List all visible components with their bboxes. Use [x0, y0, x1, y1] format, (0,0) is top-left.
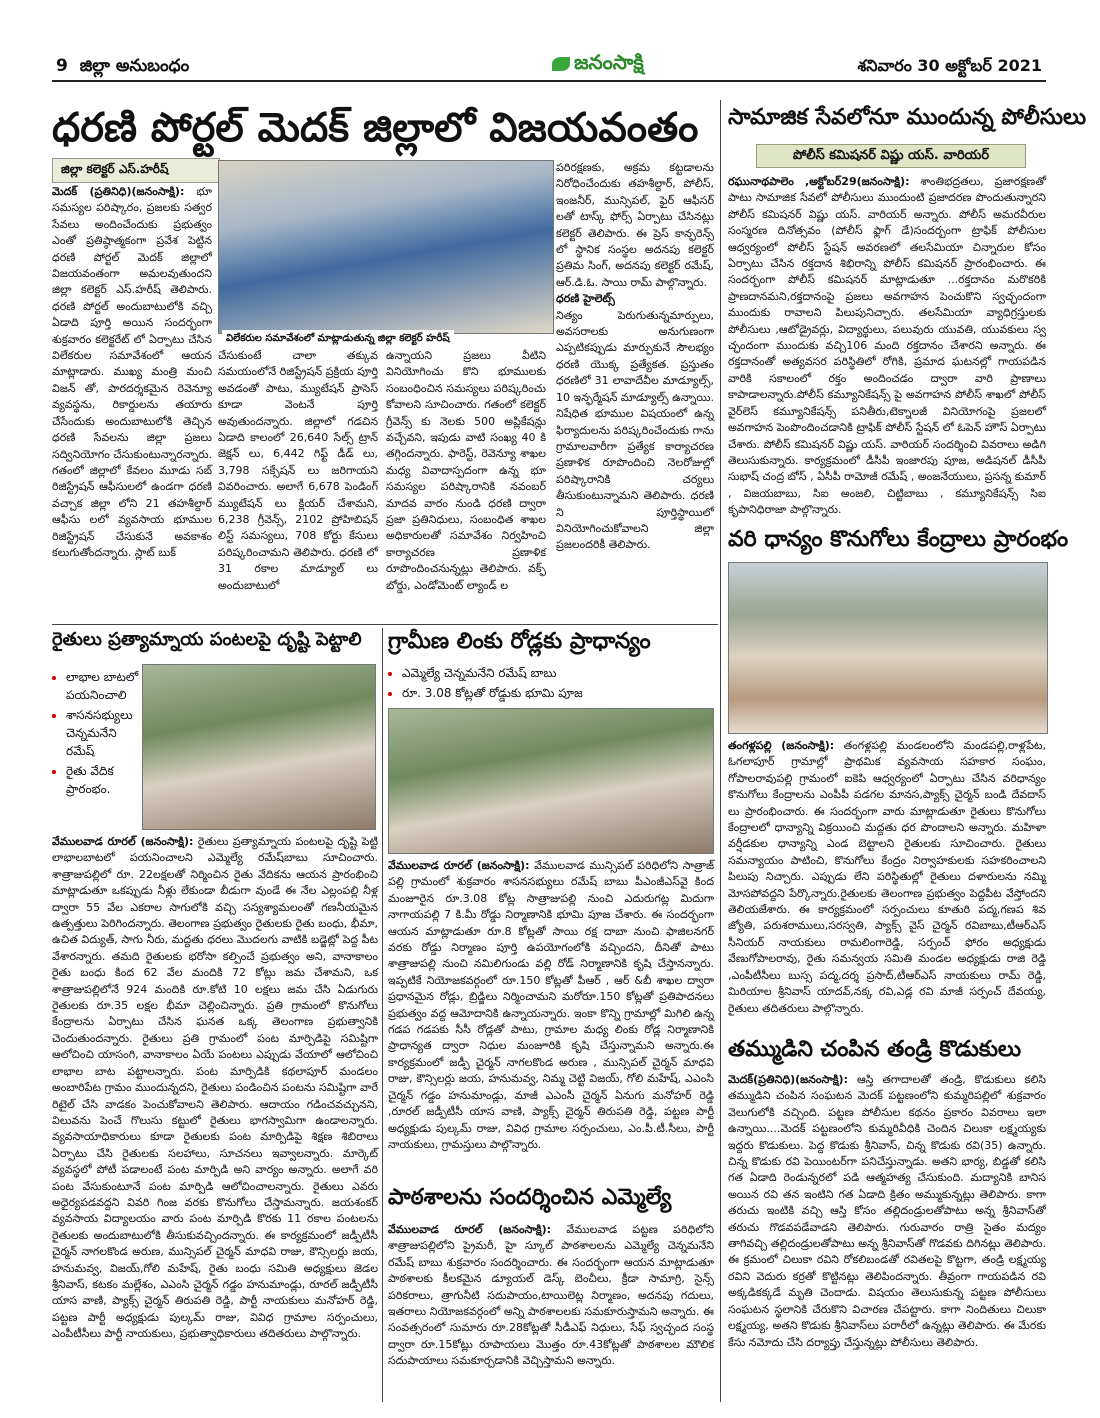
section-name: జిల్లా అనుబంధం	[79, 56, 190, 76]
story7-dateline: వేములవాడ రూరల్ (జనంసాక్షి):	[388, 1223, 552, 1236]
story4-dateline: మెదక్(ప్రతినిధి)(జనంసాక్షి):	[728, 1073, 848, 1086]
story3-dateline: తంగళ్లపల్లి (జనంసాక్షి):	[728, 739, 835, 752]
section-divider	[52, 624, 718, 625]
story1-dateline: మెదక్ (ప్రతినిధి)(జనంసాక్షి):	[52, 185, 185, 198]
story1-photo-caption: విలేకరుల సమావేశంలో మాట్లాడుతున్న జిల్లా కలెక్టర్ హరీష్	[222, 330, 454, 348]
masthead-logo: జనంసాక్షి	[552, 50, 644, 79]
story1-col4: పరిరక్షణకు, అక్రమ కట్టడాలను నిరోధించేందుకు తహశీల్దార్, పోలీస్, ఇంజనీర్, మున్సిపల్, ఫైర్ ఆఫీసర్ లతో టాస్క్ ఫోర్స్ ఏర్పాటు చేసినట్లు కలెక్టర్ తెలిపారు. ఈ ప్రెస్ కాన్ఫరెన్స్ లో స్థానిక సంస్థల అదనపు కలెక్టర్ ప్రతిమ సింగ్, అదనపు కలెక్టర్ రమేష్, ఆర్.డి.ఓ. సాయి రామ్ పాల్గొన్నారు. ధరణి హైలెట్స్ నిత్యం పెరుగుతున్నమార్పులు, అవసరాలకు అనుగుణంగా ఎప్పటికప్పుడు మార్పుకునే సౌలభ్యం ధరణి యొక్క ప్రత్యేకత. ప్రస్తుతం ధరణిలో 31 లావాదేవీల మాడ్యూల్స్, 10 ఇన్ఫర్మేషన్ మాడ్యూల్స్ ఉన్నాయి. నిషేధిత భూముల విషయంలో ఉన్న ఫిర్యాదులను పరిష్కరించేందుకు గాను గ్రామాలవారీగా ప్రత్యేక కార్యాచరణ ప్రణాళిక రూపొందించి నెలరోజుల్లో పరిష్కారానికి చర్యలు తీసుకుంటున్నామని తెలిపారు. ధరణి ని పూర్తిస్థాయిలో వినియోగించుకోవాలని జిల్లా ప్రజలందరికీ తెలిపారు.	[556, 161, 714, 552]
story2-tag: పోలీస్ కమిషనర్ విష్ణు యస్. వారియర్	[756, 144, 1026, 168]
page-number: 9 జిల్లా అనుబంధం	[56, 56, 190, 76]
story7-body: వేములవాడ రూరల్ (జనంసాక్షి): వేములవాడ పట్టణ పరిధిలోని శాత్రాజుపల్లిలోని ప్రైమరీ, హై స్కూల్ పాఠశాలలను ఎమ్మెల్యే చెన్నమనేని రమేష్ బాబు శుక్రవారం సందర్శించారు. ఈ సందర్భంగా ఆయన మాట్లాడుతూ పాఠశాలకు కీలకమైన డ్యూయల్ డెస్క్ బెంచీలు, క్రీడా సామాగ్రి, సైన్స్ పరికరాలు, త్రాగునీటి సదుపాయం,టాయిలెట్ల నిర్మాణం, అదనపు గదులు, ఇతరాలు నియోజకవర్గంలో అన్ని పాఠశాలలకు సమకూరుస్తామని అన్నారు. ఈ సంవత్సరంలో సుమారు రూ.28కోట్లతో సీడీఎఫ్ నిధులు, సేఫ్ స్వచ్ఛంద సంస్థ ద్వారా రూ.15కోట్లు రూపాయలు మొత్తం రూ.43కోట్లతో పాఠశాలల మౌలిక సదుపాయాలు సమకూర్చడానికి వెచ్చిస్తామని అన్నారు.	[388, 1223, 715, 1368]
story5-bullets	[52, 668, 142, 828]
story4-headline: తమ్ముడిని చంపిన తండ్రి కొడుకులు	[728, 1037, 1022, 1062]
collector-press-photo	[218, 160, 554, 334]
leaf-icon	[552, 57, 570, 71]
story3-body: తంగళ్లపల్లి (జనంసాక్షి): తంగళ్లపల్లి మండలంలోని మండపల్లి,రాళ్లపేట, ఓగలాపూర్ గ్రామాల్లో ప్రాథమిక వ్యవసాయ సహకార సంఘం, గోపాలరావుపల్లి గ్రామంలో ఐకెపి ఆధ్వర్యంలో ఏర్పాటు చేసిన వరిధాన్యం కొనుగోలు కేంద్రాలను ఎంపీపీ పడగల మానస,ప్యాక్స్ చైర్మన్ బండి దేవదాస్ లు ప్రారంభించారు. ఈ సందర్భంగా వారు మాట్లాడుతూ రైతులు కొనుగోలు కేంద్రాలలో ధాన్యాన్ని విక్రయించి మద్దతు ధర పొందాలని అన్నారు. మహిళా వర్షీడకుల ధాన్యాన్ని ఎండ బెట్టాలని రైతులకు సూచించారు. రైతులు సమన్యాయం పాటించి, కొనుగోలు కేంద్రం నిర్వాహకులకు సహకరించాలని పిలుపు నిచ్చారు. ఎప్పుడు లేని పరిస్థితుల్లో రైతులు దళారులను నమ్మి మోసపోవద్దని పేర్కొన్నారు.రైతులకు తెలంగాణ ప్రభుత్వం పెద్దపీట వేస్తోందని తెలియజేశారు. ఈ కార్యక్రమంలో సర్పంచులు కూతురి పద్మ,గణప శివ జ్యోతి, పరుశరాములు,సరస్వతి, ప్యాక్స్ వైస్ చైర్మన్ రవిబాబు,టీఆర్ఎస్ సీనియర్ నాయకులు రామలింగారెడ్డి, సర్పంచ్ ఫోరం అధ్యక్షుడు వేణుగోపాలరావు, రైతు సమన్వయ సమితి మండల అధ్యక్షుడు రాజి రెడ్డి ,ఎంపీటీసీలు బుస్స పద్మ,దర్శ ప్రసాద్,టీఆర్ఎస్ నాయకులు రామ్ రెడ్డి, మిరియాల శ్రీనివాస్ యాదవ్,నక్క రవి,ఎడ్ల రవి మాజీ సర్పంచ్ దేవయ్య, రైతులు తదితరులు పాల్గొన్నారు.	[728, 739, 1047, 1015]
story1-col2: చేసుకుంటే చాలా తక్కువ సమయంలోనే రిజిస్ట్రేషన్ ప్రక్రియ పూర్తి అవడంతో పాటు, మ్యుటేషన్ ప్రాసెస్ కూడా వెంటనే పూర్తి అవుతుందన్నారు. జిల్లాలో గడచిన ఏడాది కాలంలో 26,640 సేల్స్ ట్రాన్ జెక్షన్ లు, 6,442 గిఫ్ట్ డీడ్ లు, 3,798 సక్సేషన్ లు జరిగాయని వివరించారు. అలాగే 6,678 పెండింగ్ మ్యుటేషన్ లు క్లియర్ చేశామని, 6,238 గ్రీవెన్స్, 2102 ప్రోహిబిషన్ లిస్ట్ సమస్యలు, 708 కోర్టు కేసులు పరిష్కరించామని తెలిపారు. ధరణి లో 31 రకాల మాడ్యూల్ లు అందుబాటులో	[218, 349, 378, 592]
story1-headline: ధరణి పోర్టల్ మెదక్ జిల్లాలో విజయవంతం	[52, 105, 699, 151]
story1-col1: మెదక్ (ప్రతినిధి)(జనంసాక్షి): భూ సమస్యల పరిష్కారం, ప్రజలకు సత్వర సేవలు అందించేందుకు ప్రభుత్వం ఎంతో ప్రతిష్ఠాత్మకంగా ప్రవేశ పెట్టిన ధరణి పోర్టల్ మెదక్ జిల్లాలో విజయవంతంగా అమలవుతుందని జిల్లా కలెక్టర్ ఎస్.హరీష్ తెలిపారు. ధరణి పోర్టల్ అందుబాటులోకి వచ్చి ఏడాది పూర్తి అయిన సందర్భంగా శుక్రవారం కలెక్టరేట్ లో ఏర్పాటు చేసిన విలేకరుల సమావేశంలో ఆయన మాట్లాడారు. ముఖ్య మంత్రి మంచి విజన్ తో, పారదర్శకమైన రెవెన్యూ వ్యవస్థను, రికార్డులను తయారు చేసేందుకు అందుబాటులోకి తెచ్చిన ధరణి సేవలను జిల్లా ప్రజలు సద్వినియోగం చేసుకుంటున్నారన్నారు. గతంలో జిల్లాలో కేవలం మూడు సబ్ రిజిస్ట్రేషన్ ఆఫీసులలో ఉండగా ధరణి వచ్చాక జిల్లా లోని 21 తహశీల్దార్ ఆఫీసు లలో వ్యవసాయ భూముల రిజిస్ట్రేషన్ చేసుకునే అవకాశం కలుగుతోందన్నారు. స్లాట్ బుక్	[52, 185, 212, 559]
page-header	[52, 50, 1046, 82]
story5-bullet: • శాసనసభ్యులు చెన్నమనేని రమేష్	[66, 706, 142, 760]
story1-subhead: ధరణి హైలెట్స్	[556, 292, 615, 306]
story1-col3: ఉన్నాయని ప్రజలు వీటిని వినియోగించు కొని భూములకు సంబంధించిన సమస్యలు పరిష్కరించు కోవాలని సూచించారు. గతంలో కలెక్టర్ గ్రీవెన్స్ కు నెలకు 500 అప్లికేషన్లు వచ్చేవని, ఇపుడు వాటి సంఖ్య 40 కి తగ్గిందన్నారు. ఫారెస్ట్, రెవెన్యూ శాఖల మధ్య వివాదాస్పదంగా ఉన్న భూ సమస్యల పరిష్కారానికి నవంబర్ మాదవ వారం నుండి ధరణి ద్వారా ప్రజా ప్రతినిధులు, సంబంధిత శాఖల అధికారులతో సమావేశం నిర్వహించి కార్యాచరణ ప్రణాళిక రూపొందించనున్నట్లు తెలిపారు. వక్ఫ్ బోర్డు, ఎండోమెంట్ ల్యాండ్ ల	[386, 349, 546, 592]
column-divider	[720, 100, 721, 1402]
story5-bullet: • రైతు వేదిక ప్రారంభం.	[66, 762, 142, 798]
paddy-centre-photo	[728, 562, 1048, 734]
story6-bullet: • ఎమ్మెల్యే చెన్నమనేని రమేష్ బాబు	[402, 664, 718, 682]
story5-bullet: • లాభాల బాటలో పయనించాలి	[66, 668, 142, 704]
story6-body: వేములవాడ రూరల్ (జనంసాక్షి): వేములవాడ మున్సిపల్ పరిధిలోని సాత్రాజ్ పల్లి గ్రామంలో శుక్రవారం శాసనసభ్యులు రమేష్ బాబు పీఎంజీఎస్‌వై కింద మంజూరైన రూ.3.08 కోట్ల సాత్రాజుపల్లి నుంచి ఎదురుగట్ల మిదుగా నాగాయపల్లి 7 కి.మీ రోడ్డు నిర్మాణానికి భూమి పూజ చేశారు. ఈ సందర్భంగా ఆయన మాట్లాడుతూ రూ.8 కోట్లతో సాయి రక్ష దాబా నుంచి ఫాజిలనగర్ వరకు రోడ్డు నిర్మాణం పూర్తి ఉపయోగంలోకి వచ్చిందని, దీనితో పాటు శాత్రాజుపల్లి నుంచి నమిలిగుండు వల్లి రోడ్ నిర్మాణానికి కృషి చేస్తానన్నారు. ఇప్పటికే నియోజకవర్గంలో రూ.150 కోట్లతో పీఆర్ , ఆర్ &బీ శాఖల ద్వారా ప్రధానమైన రోడ్లు, బ్రిడ్జిలు నిర్మించామని మరోరూ.150 కోట్లతో ప్రతిపాదనలు ప్రభుత్వం వద్ద ఆమోదానికి ఉన్నాయన్నారు. ఇంకా కొన్ని గ్రామాల్లో మిగిలి ఉన్న గడప గడపకు సీసీ రోడ్లతో పాటు, గ్రామాల మధ్య లింకు రోడ్ల నిర్మాణానికి ప్రాధాన్యత ద్వారా నిధుల మంజూరికి కృషి చేస్తున్నామని అన్నారు.ఈ కార్యక్రమంలో జడ్పీ చైర్మన్ నాగలకొండ అరుణ , మున్సిపల్ చైర్మన్ మాధవి రాజు, కౌన్సిలర్లు జయ, హనుమవ్వ, నిమ్మ చెట్టి విజయ్, గోలి మహేష్, ఎఎంసి చైర్మన్ గడ్డం హనుమాండ్లు, మాజీ ఎఎంసీ చైర్మన్ ఏనుగు మనోహర్ రెడ్డి ,రూరల్ జడ్పీటీసీ యాస వాణి, ప్యాక్స్ చైర్మన్ తిరుపతి రెడ్డి, పట్టణ పార్టీ అధ్యక్షుడు పుల్కమ్ రాజు, వివిధ గ్రామాల సర్పంచులు, ఎం.పీ.టీ.సీలు, పార్టీ నాయకులు, గ్రామస్తులు పాల్గొన్నారు.	[388, 859, 715, 1151]
story6-bullet: • రూ. 3.08 కోట్లతో రోడ్డుకు భూమి పూజ	[402, 684, 718, 702]
story5-body: వేములవాడ రూరల్ (జనంసాక్షి): రైతులు ప్రత్యామ్నాయ పంటలపై దృష్టి పెట్టి లాభాలబాటలో పయనించాలని ఎమ్మెల్యే రమేష్‌బాబు సూచించారు. శాత్రాజుపల్లిలో రూ. 22లక్షలతో నిర్మించిన రైతు వేదికను ఆయన ప్రారంభించి మాట్లాడుతూ ఒకప్పుడు నీళ్లు లేకుండా బీడుగా వుండే ఈ నేల ఎల్లంపల్లి నీళ్ల ద్వారా 55 వేల ఎకరాల సాగులోకి వచ్చి సస్యశ్యామలంతో గణనీయమైన ఉత్పత్తులు పెరిగిందన్నారు. తెలంగాణ ప్రభుత్వం రైతులకు రైతు బంధు, భీమా, ఉచిత విద్యుత్, సాగు నీరు, మద్దతు ధరలు మొదలగు వాటికి బడ్జెట్లో పెద్ద పీట వేశారన్నారు. తమది రైతులకు భరోసా కల్పించే ప్రభుత్వం అని, వానాకాలం రైతు బంధు కింద 62 వేల మందికి 72 కోట్లు జమ చేశామని, ఒక శాత్రాజుపల్లిలోనే 924 మందికి రూ.కోటి 10 లక్షలు జమ చేసి ఏడుగురు రైతులకు రూ.35 లక్షల భీమా చెల్లించిన్నారు. ప్రతి గ్రామంలో కొనుగోలు కేంద్రాలను ఏర్పాటు చేసిన ఘనత ఒక్క తెలంగాణ ప్రభుత్వానికి చెందుతుందన్నారు. రైతులు ప్రతి గ్రామంలో పంట మార్పిడిపై సమిష్టిగా ఆలోచించి యాసంగి, వానాకాలం ఏయే పంటలు ఎప్పుడు వేయాలో ఆలోచించి లాభాల బాట పట్టాలన్నారు. పంట మార్పిడికి కథలాపూర్ మండలం అంబారిపేట గ్రామం ముందున్నదని, రైతులు పండించిన పంటను సమిష్టిగా వారే రిటైల్ చేసి వాడకం పెంచుకోవాలని తెలిపారు. ఆదాయం గడించవచ్చునని, విలువను పెంచే గొలుసు కట్టులో రైతులు భాగస్వామిగా ఉండాలన్నారు. వ్యవసాయాధికారులు కూడా రైతులకు పంట మార్పిడిపై శిక్షణ శిబిరాలు ఏర్పాటు చేసి రైతులకు సలహాలు, సూచనలు ఇవ్వాలన్నారు. మార్కెట్ వ్యవస్థలో పోటీ పడాలంటే పంట మార్పిడి అని వార్యం అన్నారు. అలాగే వరి పంట వేసుకుంటూనే పంట మార్పిడి ఆలోచించాలన్నారు. రైతులు ఎవరు అధైర్యపడవద్దని వివరి గింజ వరకు కొనుగోలు చేస్తామన్నారు. జయశంకర్ వ్యవసాయ విద్యాలయం వారు పంట మార్పిడి కొరకు 11 రకాల పంటలను రైతులకు అందుబాటులోకి తీసుకువచ్చిందన్నారు. ఈ కార్యక్రమంలో జడ్పీటీసీ చైర్మన్ నాగలకొండ అరుణ, మున్సిపల్ చైర్మన్ మాధవి రాజు, కౌన్సిలర్లు జయ, హనుమవ్వ, విజయ్,గోలి మహేష్, రైతు బంధు సమితి అధ్యక్షులు జెడల శ్రీనివాస్, కటకం మల్లేశం, ఎఎంసి చైర్మన్ గడ్డం హనుమాండ్లు, రూరల్ జడ్పీటీసీ యాస వాణి, ప్యాక్స్ చైర్మన్ తిరుపతి రెడ్డి, పార్టీ నాయకులు మనోహర్ రెడ్డి, పట్టణ పార్టీ అధ్యక్షుడు పుల్కమ్ రాజు, వివిధ గ్రామాల సర్పంచులు, ఎంపీటీసీలు పార్టీ నాయకులు, ప్రభుత్వాధికారులు తదితరులు పాల్గొన్నారు.	[52, 835, 378, 1341]
story2-dateline: రఘునాథపాలెం ,అక్టోబర్29(జనంసాక్షి):	[728, 175, 910, 188]
story6-bullets	[388, 664, 718, 704]
story4-body: మెదక్(ప్రతినిధి)(జనంసాక్షి): ఆస్తి తగాదాలతో తండ్రి, కొడుకులు కలిసి తమ్ముడిని చంపిన సంఘటన మెదక్ పట్టణంలోని కుమ్మరిపల్లిలో శుక్రవారం వెలుగులోకి వచ్చింది. పట్టణ పోలీసుల కథనం ప్రకారం వివరాలు ఇలా ఉన్నాయి....మెదక్ పట్టణంలోని కుమ్మరివీధికి చెందిన చిలుకా లక్ష్మయ్యకు ఇద్దరు కొడుకులు. పెద్ద కొడుకు శ్రీనివాస్, చిన్న కొడుకు రవి(35) ఉన్నారు. చిన్న కొడుకు రవి పెయింటర్‌గా పనిచేస్తున్నాడు. అతని భార్య, బిడ్డతో కలిసి గత ఏడాది రెండున్నరలో పడి ఆత్మహత్య చేసుకుంది. మద్యానికి బానిస అయిన రవి తన ఇంటిని గత ఏడాది క్రితం అమ్ముకున్నట్లు తెలిపారు. కాగా తరుచు ఇంటికి వచ్చి ఆస్తి కోసం తల్లిదండ్రులతోపాటు అన్న శ్రీనివాస్‌తో తరుచు గొడవపడేవాడని తెలిపారు. గురువారం రాత్రి సైతం మద్యం తాగివచ్చి తల్లిదండ్రులతోపాటు అన్న శ్రీనివాస్‌తో గొడవకు దిగినట్లు తెలిపారు. ఈ క్రమంలో చిలుకా రవిని రోకలిబండతో రవితలపై కొట్టగా, తండ్రి లక్ష్మయ్య రవిని వెదురు కర్రతో కొట్టినట్లు తెలిపిందన్నారు. తీవ్రంగా గాయపడిన రవి అక్కడికక్కడే మృతి చెందాడు. విషయం తెలుసుకున్న పట్టణ పోలీసులు సంఘటన స్థలానికి చేరుకొని విచారణ చేపట్టారు. కాగా నిందితులు చిలుకా లక్ష్మయ్య, అతని కొడుకు శ్రీనివాస్‌లు పరారీలో ఉన్నట్లు తెలిపారు. ఈ మేరకు కేసు నమోదు చేసి దర్యాప్తు చేస్తున్నట్లు పోలీసులు తెలిపారు.	[728, 1073, 1046, 1349]
column-divider	[382, 628, 383, 1402]
story1-tag: జిల్లా కలెక్టర్ ఎస్.హరీష్	[52, 158, 220, 183]
story5-headline: రైతులు ప్రత్యామ్నాయ పంటలపై దృష్టి పెట్టాలి	[52, 629, 362, 650]
story5-dateline: వేములవాడ రూరల్ (జనంసాక్షి):	[52, 835, 194, 848]
bhoomi-puja-photo	[388, 708, 714, 854]
story2-headline: సామాజిక సేవలోనూ ముందున్న పోలీసులు	[728, 105, 1087, 130]
story7-headline: పాఠశాలను సందర్శించిన ఎమ్మెల్యే	[388, 1185, 672, 1210]
ribbon-cutting-photo	[142, 664, 376, 830]
issue-date: శనివారం 30 అక్టోబర్ 2021	[857, 56, 1042, 75]
story2-body: రఘునాథపాలెం ,అక్టోబర్29(జనంసాక్షి): శాంతిభద్రతలు, ప్రజారక్షణతో పాటు సామాజిక సేవలో పోలీసులు ముందుంటి ప్రజాదరణ పొందుతున్నారని పోలీస్ కమిషనర్ విష్ణు యస్. వారియర్ అన్నారు. పోలీస్ అమరవీరుల సంస్మరణ దినోత్సవం (పోలీస్ ఫ్లాగ్ డే)సందర్బంగా ట్రాఫిక్ పోలీసుల ఆధ్వర్యంలో పోలీస్ స్టేషన్ అవరణలో తలసేమియా చిన్నారుల కోసం ఏర్పాటు చేసిన రక్తదాన శిభిరాన్ని పోలీస్ కమిషనర్ ప్రారంభించారు. ఈ సందర్బంగా పోలీస్ కమిషనర్ మాట్లాడుతూ ...రక్తదానం మరొకరికి ప్రాణదానమని,రక్తదానంపై ప్రజలు అవగాహన పెంచుకొని స్వచ్ఛందంగా ముందుకు రావాలని పిలుపునిచ్చారు. తలసేమియా వ్యాధిగ్రస్తులకు పోలీసులు ,ఆటోడ్రైవర్లు, విద్యార్థులు, పలువురు యువతి, యువకులు స్వ చ్ఛందంగా ముందుకు వచ్చి106 మంది రక్తదానం చేశారని అన్నారు. ఈ రక్తదానంతో అత్యవసర పరిస్థితిలో రోగికి, ప్రమాద ఘటనల్లో గాయపడిన వారికి సకాలంలో రక్తం అందించడం ద్వారా వారి ప్రాణాలు కాపాడాలన్నారు.పోలీస్ కమ్యూనికేషన్స్ పై అవగాహన పోలీస్ శాఖలో పోలీస్ వైర్‌లెస్ కమ్యూనికేషన్స్ పనితీరు,టెక్నాలజీ వినియోగంపై ప్రజలలో అవగాహన పెంపొందించడానికి ట్రాఫిక్ పోలీస్ స్టేషన్ లో ఓపెన్ హౌస్ ఏర్పాటు చేశారు. పోలీస్ కమిషనర్ విష్ణు యస్. వారియర్ సందర్శించి వివరాలు అడిగి తెలుసుకున్నారు. కార్యక్రమంలో డీసీపీ ఇంజారపు పూజ, అడిషనల్ డీసీపీ సుభాష్ చంద్ర బోస్ , ఏసీపీ రామోజీ రమేష్ , అంజనేయులు, ప్రసన్న కుమార్ , విజయబాబు, సిఐ అంజలి, చిట్టిబాబు , కమ్యూనికేషన్స్ సిఐ కృపానిధిరాజా పాల్గొన్నారు.	[728, 175, 1047, 517]
story6-dateline: వేములవాడ రూరల్ (జనంసాక్షి):	[388, 859, 530, 872]
story3-headline: వరి ధాన్యం కొనుగోలు కేంద్రాలు ప్రారంభం	[728, 527, 1069, 552]
story6-headline: గ్రామీణ లింకు రోడ్లకు ప్రాధాన్యం	[388, 629, 651, 654]
